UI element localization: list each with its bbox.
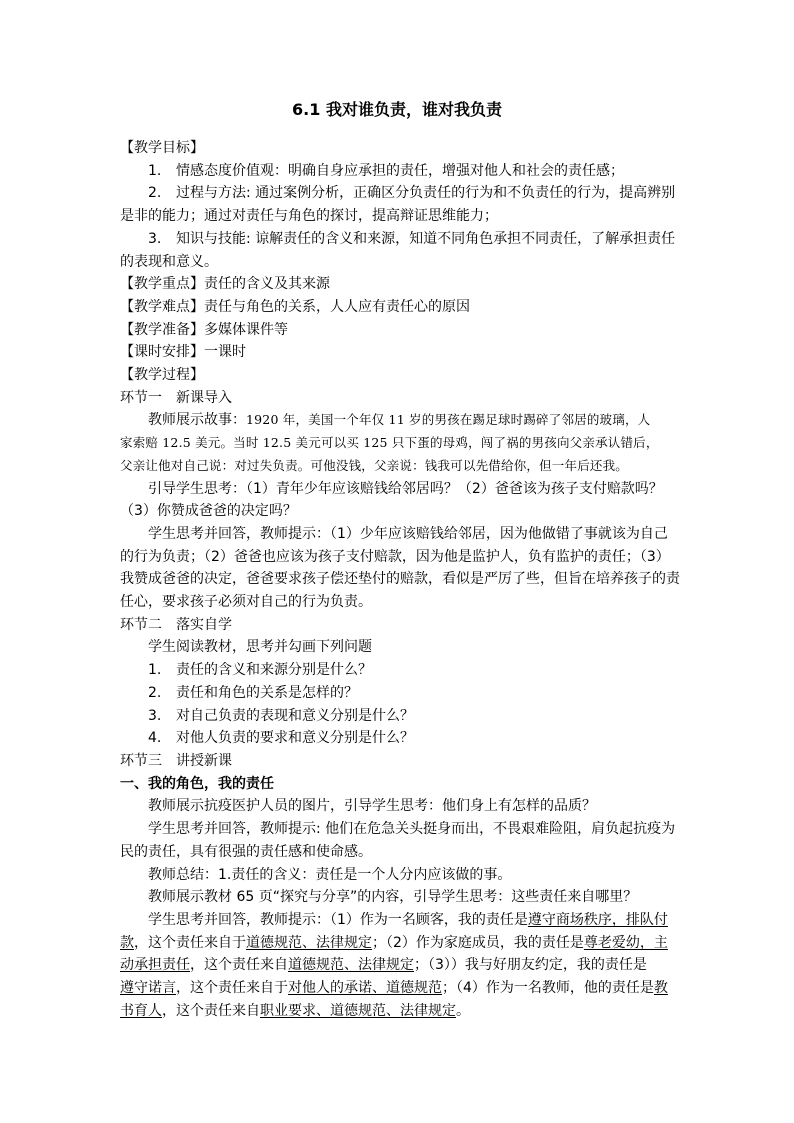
preparation-text: 多媒体课件等	[204, 321, 288, 338]
summary-paragraph: 教师总结：1.责任的含义：责任是一个人分内应该做的事。	[148, 866, 512, 883]
question-text: 对自己负责的表现和意义分别是什么？	[176, 707, 414, 724]
story-text: 1920 年，美国一个年仅 11 岁的男孩在踢足球时踢碎了邻居的玻璃，人	[246, 412, 651, 428]
goal-text: 情感态度价值观：明确自身应承担的责任，增强对他人和社会的责任感；	[176, 162, 624, 179]
goal-item	[120, 160, 685, 183]
question-text: 责任的含义和来源分别是什么？	[176, 662, 372, 679]
answer-text: 。	[456, 1002, 470, 1019]
underlined-answer: 道德规范、法律规定	[288, 957, 414, 974]
goal-number: 3.	[148, 230, 162, 247]
answer-text: ；（3））我与好朋友约定，我的责任是	[414, 957, 647, 974]
underlined-answer: 书育人	[120, 1002, 162, 1019]
answer-paragraph	[120, 909, 685, 932]
paragraph: 教师展示抗疫医护人员的图片，引导学生思考：他们身上有怎样的品质？	[148, 798, 596, 815]
answer-paragraph: 我赞成爸爸的决定，爸爸要求孩子偿还垫付的赔款，看似是严厉了些，但旨在培养孩子的责	[120, 571, 680, 588]
answer-text: ；（2）作为家庭成员，我的责任是	[372, 934, 584, 951]
question-number: 2.	[148, 684, 162, 701]
think-prompt-continued: （3）你赞成爸爸的决定吗？	[120, 503, 297, 520]
answer-paragraph	[120, 977, 685, 1000]
schedule-text: 一课时	[204, 344, 246, 361]
underlined-answer: 道德规范、法律规定	[246, 934, 372, 951]
process-heading: 【教学过程】	[120, 367, 204, 384]
answer-paragraph	[120, 1000, 685, 1023]
schedule-label: 【课时安排】	[120, 344, 204, 361]
answer-text: ；（4）作为一名教师，他的责任是	[442, 980, 654, 997]
question-text: 对他人负责的要求和意义分别是什么？	[176, 730, 414, 747]
answer-paragraph: 任心，要求孩子必须对自己的行为负责。	[120, 594, 372, 611]
underlined-answer: 对他人的承诺、道德规范	[288, 980, 442, 997]
question-number: 1.	[148, 662, 162, 679]
answer-paragraph	[120, 954, 685, 977]
section1-heading: 环节一 新课导入	[120, 389, 232, 406]
answer-text: ，这个责任来自	[190, 957, 288, 974]
answer-text: ，这个责任来自于	[176, 980, 288, 997]
underlined-answer: 职业要求、道德规范、法律规定	[260, 1002, 456, 1019]
answer-paragraph: 学生思考并回答，教师提示：（1）少年应该赔钱给邻居，因为他做错了事就该为自己	[148, 525, 668, 542]
question-item	[120, 705, 685, 728]
answer-paragraph	[120, 932, 685, 955]
goals-heading: 【教学目标】	[120, 140, 204, 156]
goal-text-continued: 是非的能力；通过对责任与角色的探讨，提高辩证思维能力；	[120, 208, 498, 225]
underlined-answer: 动承担责任	[120, 957, 190, 974]
question-item	[120, 727, 685, 750]
story-line: 家索赔 12.5 美元。当时 12.5 美元可以买 125 只下蛋的母鸡，闯了祸的男孩向父亲承认错后，	[120, 435, 659, 451]
section2-intro: 学生阅读教材，思考并勾画下列问题	[148, 639, 372, 656]
think-prompt: 引导学生思考：（1）青年少年应该赔钱给邻居吗？（2）爸爸该为孩子支付赔款吗？	[148, 480, 663, 497]
question-text: 责任和角色的关系是怎样的？	[176, 684, 358, 701]
paragraph: 民的责任，具有很强的责任感和使命感。	[120, 843, 372, 860]
underlined-answer: 教	[653, 980, 668, 997]
schedule	[120, 341, 685, 364]
key-point	[120, 273, 685, 296]
question-number: 3.	[148, 707, 162, 724]
answer-paragraph: 的行为负责；（2）爸爸也应该为孩子支付赔款，因为他是监护人，负有监护的责任；（3）	[120, 548, 670, 565]
goal-text: 过程与方法: 通过案例分析，正确区分负责任的行为和不负责任的行为，提高辨别	[176, 185, 676, 202]
underlined-answer: 款	[120, 934, 134, 951]
underlined-answer: 尊老爱幼，主	[583, 934, 668, 951]
section2-heading: 环节二 落实自学	[120, 616, 232, 633]
difficulty-label: 【教学难点】	[120, 298, 204, 315]
question-item	[120, 659, 685, 682]
title-container	[0, 97, 794, 120]
key-point-text: 责任的含义及其来源	[204, 276, 330, 293]
paragraph: 教师展示教材 65 页“探究与分享”的内容，引导学生思考：这些责任来自哪里？	[148, 889, 638, 906]
goal-item	[120, 228, 685, 251]
answer-text: 学生思考并回答，教师提示：（1）作为一名顾客，我的责任是	[148, 911, 528, 928]
answer-text: ，这个责任来自	[162, 1002, 260, 1019]
key-point-label: 【教学重点】	[120, 276, 204, 293]
question-number: 4.	[148, 730, 162, 747]
underlined-answer: 遵守商场秩序，排队付	[527, 911, 668, 928]
underlined-answer: 遵守诺言	[120, 980, 176, 997]
goal-number: 2.	[148, 185, 162, 202]
section3-heading: 环节三 讲授新课	[120, 752, 232, 769]
answer-text: ，这个责任来自于	[134, 934, 246, 951]
preparation-label: 【教学准备】	[120, 321, 204, 338]
story-lead: 教师展示故事：	[148, 412, 246, 429]
goal-number: 1.	[148, 162, 162, 179]
document-body	[120, 137, 685, 1022]
difficulty	[120, 296, 685, 319]
question-item	[120, 682, 685, 705]
story-line	[120, 409, 685, 432]
goal-text-continued: 的表现和意义。	[120, 253, 218, 270]
goal-text: 知识与技能: 谅解责任的含义和来源，知道不同角色承担不同责任，了解承担责任	[176, 230, 676, 247]
paragraph: 学生思考并回答，教师提示: 他们在危急关头挺身而出，不畏艰难险阻，肩负起抗疫为	[148, 821, 676, 838]
preparation	[120, 319, 685, 342]
story-line: 父亲让他对自己说：对过失负责。可他没钱，父亲说：钱我可以先借给你，但一年后还我。	[120, 457, 629, 473]
goal-item	[120, 182, 685, 205]
difficulty-text: 责任与角色的关系，人人应有责任心的原因	[204, 298, 470, 315]
subsection-heading: 一、我的角色，我的责任	[120, 775, 274, 792]
page-title: 6.1 我对谁负责，谁对我负责	[292, 100, 502, 119]
